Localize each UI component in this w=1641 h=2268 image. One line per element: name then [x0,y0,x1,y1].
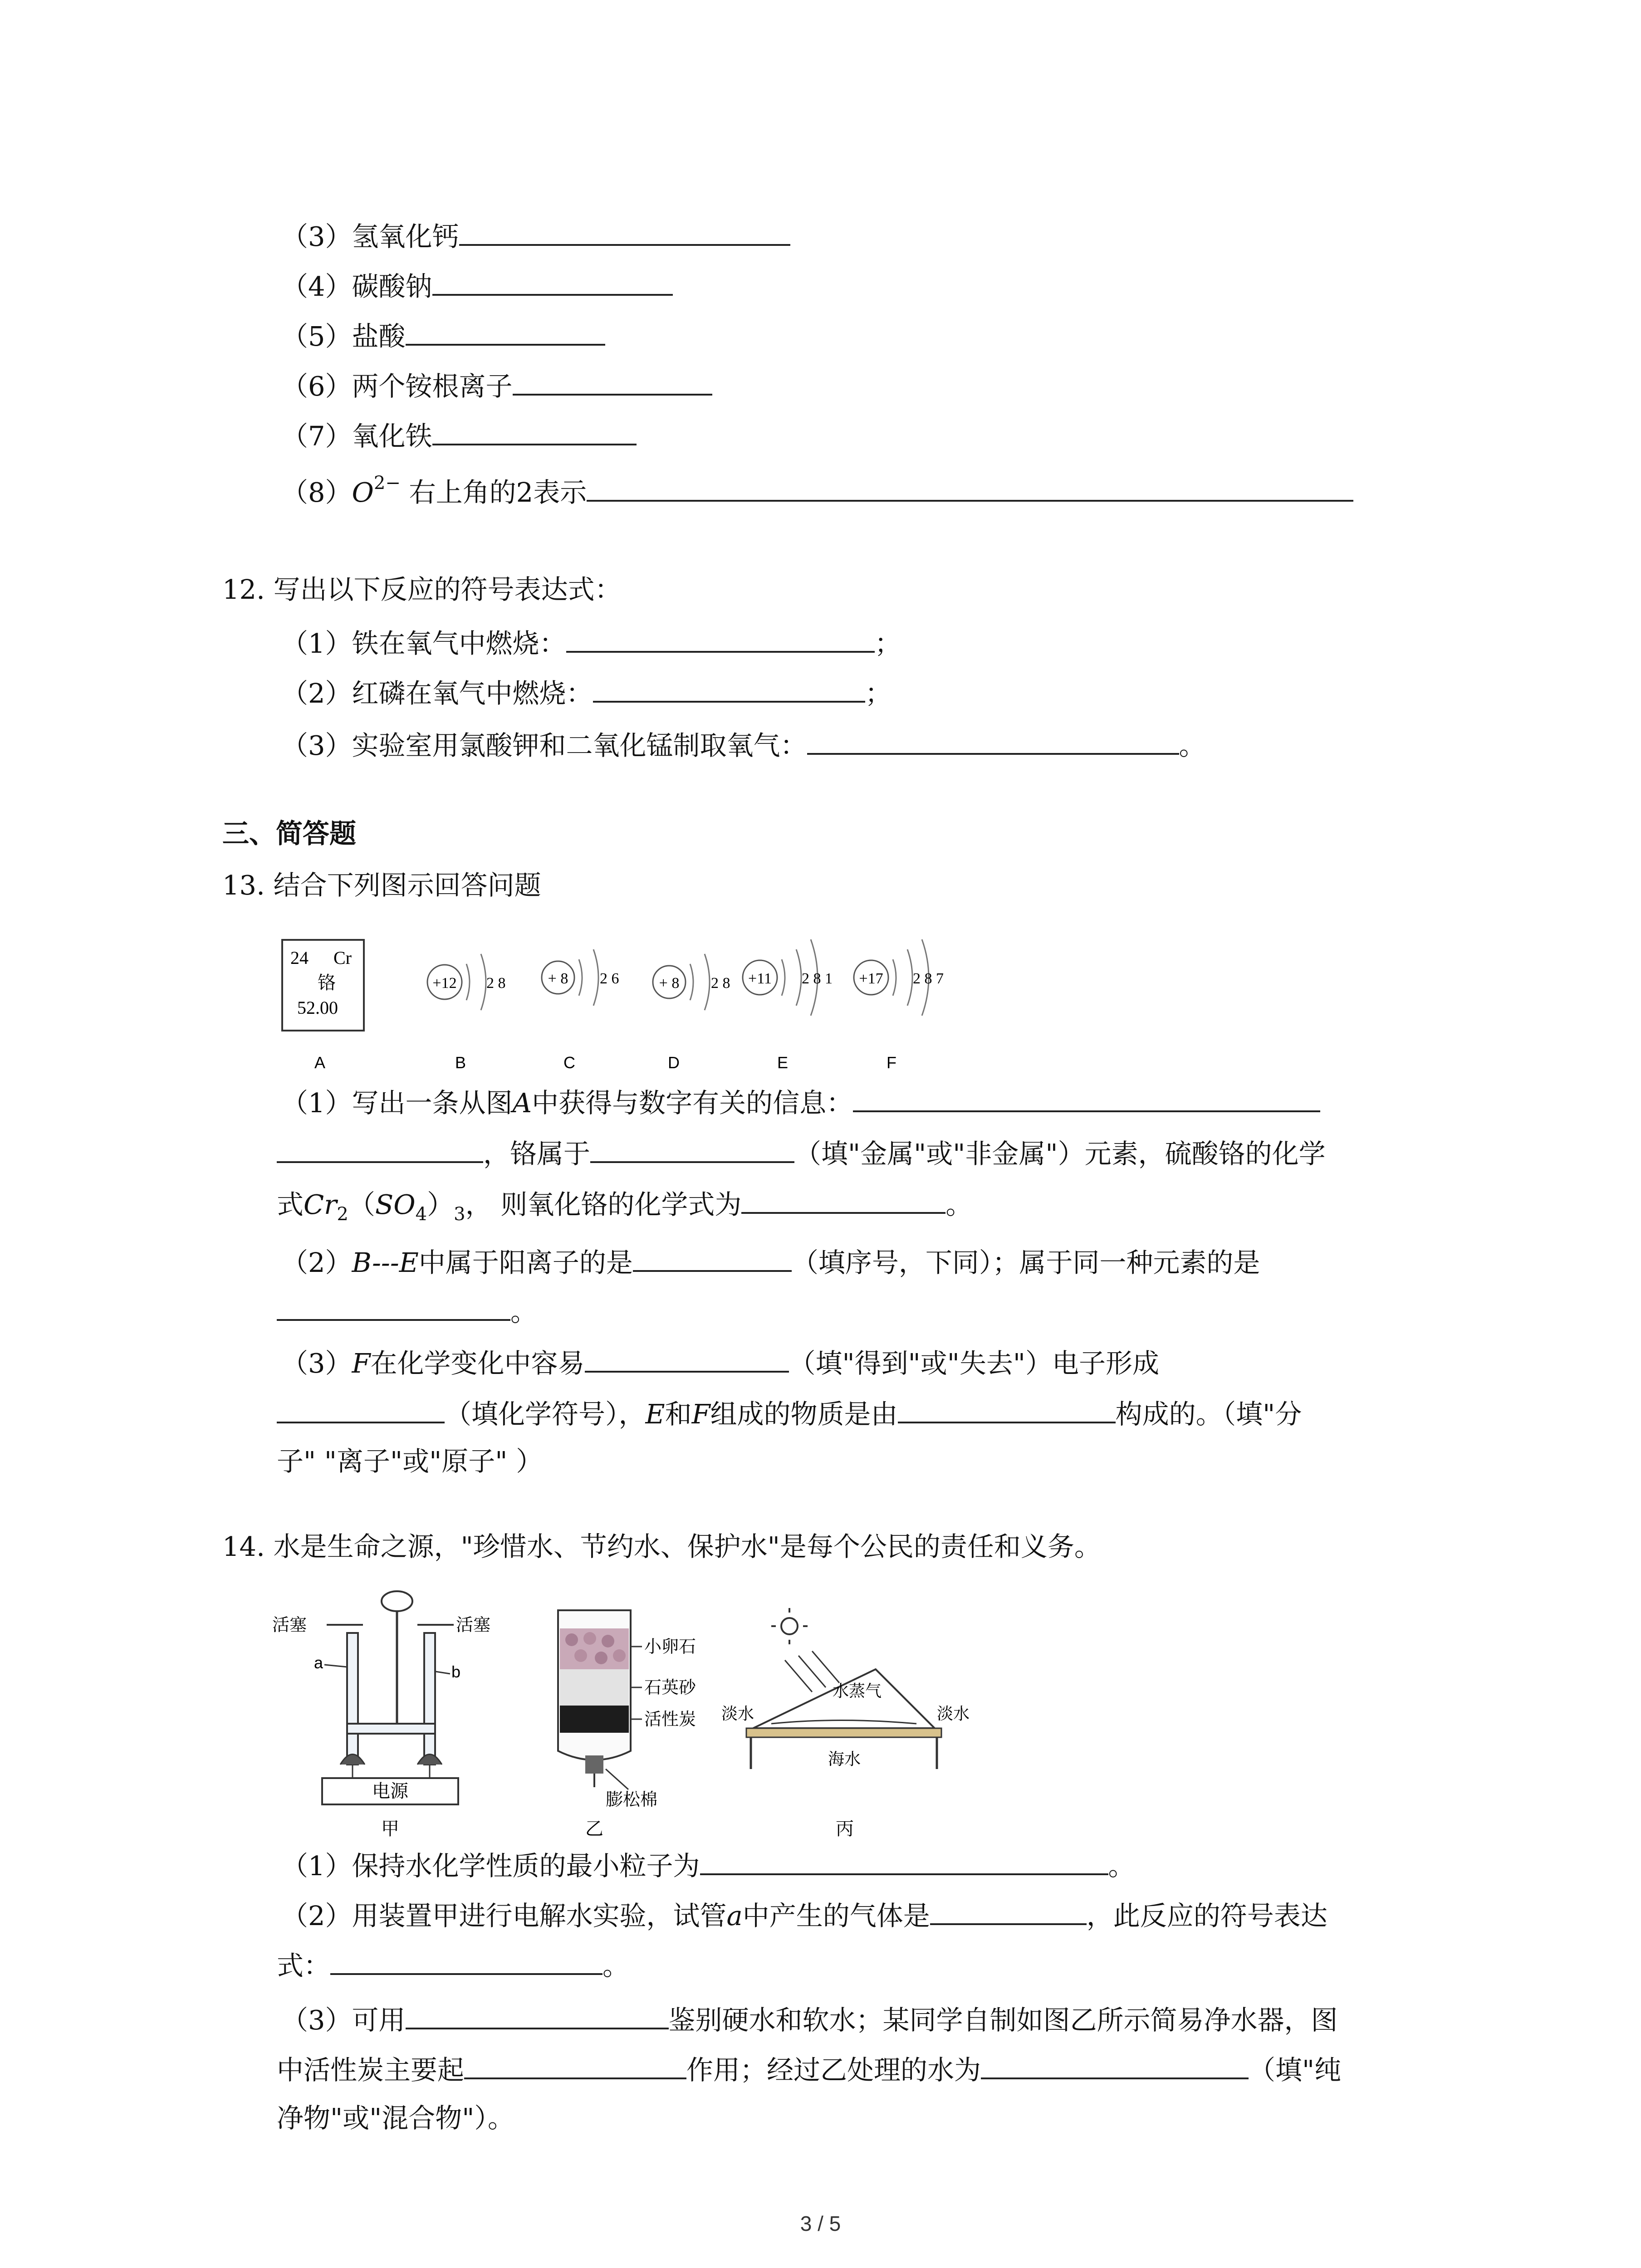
answer-blank[interactable] [513,367,712,396]
fresh-water-right: 淡水 [937,1704,970,1723]
q14-part3-line1: （3）可用 鉴别硬水和软水；某同学自制如图乙所示简易净水器，图 [281,2000,1338,2038]
svg-text:+ 8: + 8 [548,970,568,987]
fig-label-b: B [455,1053,466,1072]
q13-figure [272,925,975,1080]
fig-label-c: C [563,1053,575,1072]
answer-blank[interactable] [406,2000,669,2029]
answer-blank[interactable] [459,217,790,246]
svg-text:Cr: Cr [333,948,352,968]
stopcock-right-label: 活塞 [456,1616,491,1635]
vapor-label: 水蒸气 [833,1681,882,1700]
answer-blank[interactable] [464,2050,686,2079]
q14-stem: 14. 水是生命之源，"珍惜水、节约水、保护水"是每个公民的责任和义务。 [222,1531,1101,1562]
svg-text:24: 24 [290,948,309,968]
q14-figure [272,1588,975,1842]
q11-item-8: $(8)O^{2-}$ 右上角的2表示 [281,473,1353,514]
svg-text:b: b [451,1662,461,1681]
caption-yi: 乙 [585,1819,603,1839]
answer-blank[interactable] [585,1344,789,1373]
answer-blank[interactable] [898,1394,1116,1423]
caption-bing: 丙 [836,1819,854,1839]
fig-label-a: A [314,1053,326,1072]
answer-blank[interactable] [633,1243,792,1272]
svg-text:2 8 7: 2 8 7 [913,970,944,987]
svg-text:2 8 1: 2 8 1 [802,970,833,987]
atom-b [427,954,506,1010]
answer-blank[interactable] [330,1946,603,1975]
answer-blank[interactable] [590,1134,794,1163]
answer-blank[interactable] [277,1134,483,1163]
atom-f [854,939,944,1016]
sea-water-label: 海水 [828,1750,861,1768]
q12-item-3: （3）实验室用氯酸钾和二氧化锰制取氧气： 。 [281,726,1206,764]
water-purifier [558,1610,696,1839]
section-title: 三、简答题 [222,818,357,849]
answer-blank[interactable] [566,624,875,653]
answer-blank[interactable] [853,1083,1320,1112]
answer-blank[interactable] [807,726,1179,755]
fig-label-e: E [777,1053,789,1072]
cotton-label: 膨松棉 [606,1790,658,1809]
atom-d [653,954,730,1010]
svg-text:+17: +17 [859,970,883,987]
svg-text:2 8: 2 8 [486,975,506,992]
q13-part3-line1: （3）F在化学变化中容易 （填"得到"或"失去"）电子形成 [281,1344,1159,1382]
svg-text:+11: +11 [748,970,772,987]
answer-blank[interactable] [741,1185,945,1214]
q13-stem: 13. 结合下列图示回答问题 [222,870,541,901]
answer-blank[interactable] [432,416,637,445]
answer-blank[interactable] [277,1394,445,1423]
q14-part2-line2: 式： 。 [277,1946,629,1984]
caption-jia: 甲 [381,1819,399,1839]
answer-blank[interactable] [432,267,673,296]
stopcock-left-label: 活塞 [272,1616,307,1635]
answer-blank[interactable] [277,1292,510,1321]
q13-part1-line2: ，铬属于 （填"金属"或"非金属"）元素，硫酸铬的化学 [277,1134,1326,1172]
answer-blank[interactable] [930,1896,1087,1925]
q11-item-6: （6）两个铵根离子 [281,367,712,405]
q13-part3-line3: 子" "离子"或"原子" ） [277,1446,543,1477]
svg-text:+12: +12 [432,975,457,992]
atom-e [743,939,833,1016]
answer-blank[interactable] [406,317,605,346]
q14-part3-line3: 净物"或"混合物"）。 [277,2102,514,2134]
svg-text:52.00: 52.00 [297,997,338,1018]
page-number: 3 / 5 [800,2212,841,2235]
answer-blank[interactable] [593,674,865,703]
power-label: 电源 [372,1781,408,1801]
q13-part1-line3: 式$Cr_2(SO_4)_3$， 则氧化铬的化学式为 。 [277,1185,972,1226]
layer-label-3: 活性炭 [644,1710,696,1729]
q14-part2-line1: （2）用装置甲进行电解水实验，试管a中产生的气体是 ，此反应的符号表达 [281,1896,1327,1934]
answer-blank[interactable] [587,473,1353,502]
q13-part3-line2: （填化学符号），E和F组成的物质是由 构成的。（填"分 [277,1394,1302,1432]
layer-label-1: 小卵石 [644,1637,696,1657]
svg-text:+ 8: + 8 [659,975,680,992]
q12-stem: 12. 写出以下反应的符号表达式： [222,574,622,605]
element-box-a [282,940,364,1031]
atom-c [542,949,619,1006]
solar-still [721,1608,970,1839]
fig-label-f: F [887,1053,896,1072]
answer-blank[interactable] [981,2050,1249,2079]
fresh-water-left: 淡水 [721,1704,754,1723]
sun-icon [781,1618,798,1634]
q11-item-4: （4）碳酸钠 [281,267,673,305]
q14-part3-line2: 中活性炭主要起 作用；经过乙处理的水为 （填"纯 [277,2050,1341,2088]
q11-item-3: （3）氢氧化钙 [281,217,790,255]
fig-label-d: D [668,1053,680,1072]
svg-text:a: a [314,1653,323,1672]
svg-text:铬: 铬 [318,973,336,993]
q13-part2-line1: （2）B---E中属于阳离子的是 （填序号，下同）；属于同一种元素的是 [281,1243,1260,1281]
q13-part2-line2: 。 [277,1292,537,1330]
q13-part1-line1: （1）写出一条从图A中获得与数字有关的信息： [281,1083,1320,1121]
answer-blank[interactable] [700,1846,1108,1875]
q11-item-5: （5）盐酸 [281,317,605,355]
layer-label-2: 石英砂 [644,1678,696,1697]
q11-item-7: （7）氧化铁 [281,416,637,455]
svg-text:2 6: 2 6 [600,970,619,987]
electrolysis-apparatus [272,1591,490,1839]
svg-text:2 8: 2 8 [711,975,730,992]
q12-item-1: （1）铁在氧气中燃烧： ； [281,624,901,662]
q14-part1: （1）保持水化学性质的最小粒子为 。 [281,1846,1135,1884]
q12-item-2: （2）红磷在氧气中燃烧： ； [281,674,892,712]
